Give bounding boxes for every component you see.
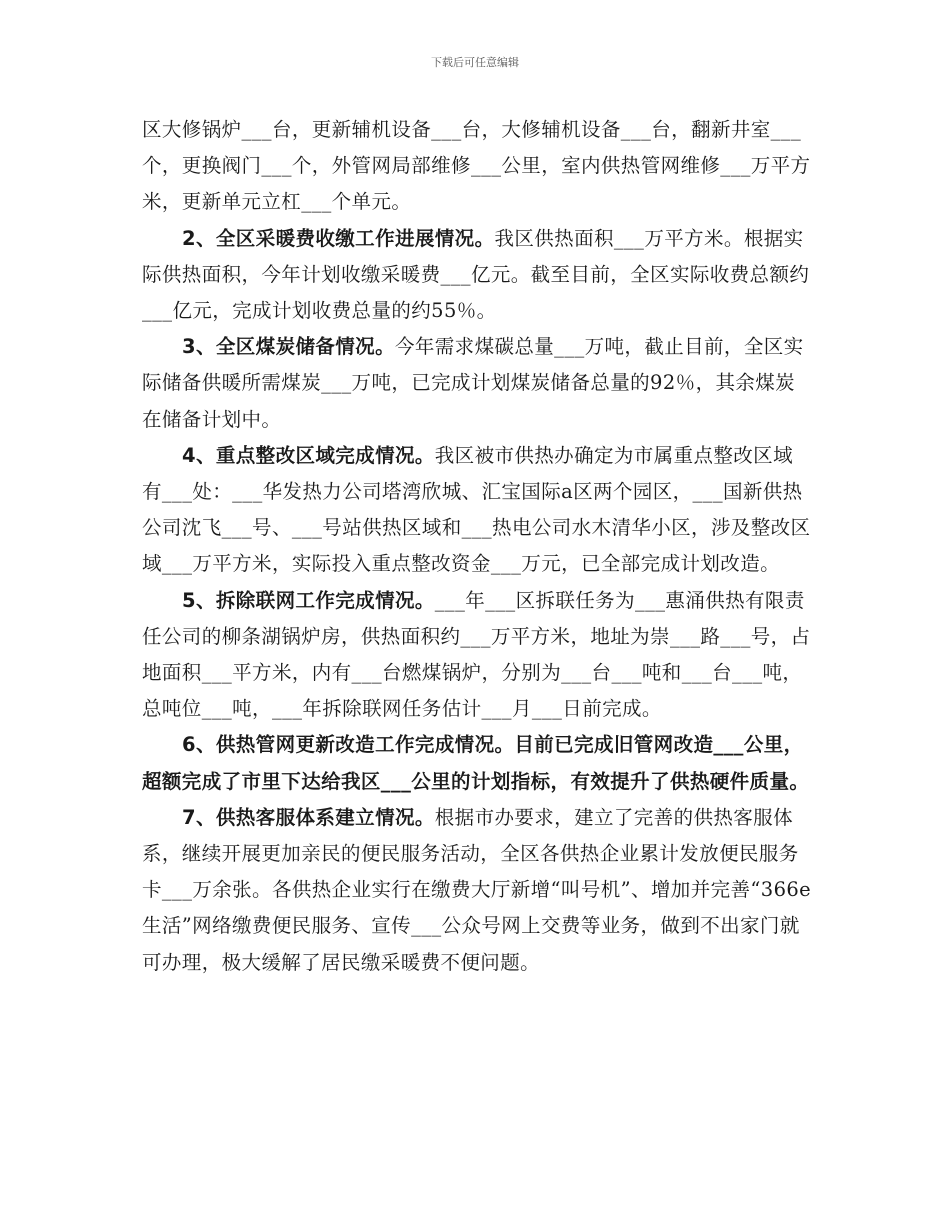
paragraph-key-rectification: [142, 438, 812, 583]
paragraph-pipe-renewal: [142, 727, 812, 799]
paragraph-text: 我区供热面积___万平方米。根据实际供热面积，今年计划收缴采暖费___亿元。截至目前，全区实际收费总额约___亿元，完成计划收费总量的约55％。: [142, 226, 810, 323]
paragraph-continuation: [142, 112, 812, 221]
paragraph-text: ___年___区拆联任务为___惠涌供热有限责任公司的柳条湖锅炉房，供热面积约___万平方米，地址为崇___路___号，占地面积___平方米，内有___台燃煤锅炉，分别为___台___吨和___台___吨，总吨位___吨，___年拆除联网任务估计___月___日前完成。: [142, 588, 811, 721]
paragraph-demolition-networking: [142, 583, 812, 728]
paragraph-heading: 7、供热客服体系建立情况。: [182, 805, 435, 829]
page-header: 下载后可任意编辑: [431, 56, 519, 69]
document-body: [142, 112, 812, 981]
paragraph-customer-service: [142, 800, 812, 981]
paragraph-text: 区大修锅炉___台，更新辅机设备___台，大修辅机设备___台，翻新井室___个，更换阀门___个，外管网局部维修___公里，室内供热管网维修___万平方米，更新单元立杠___个单元。: [142, 118, 811, 214]
paragraph-heading: 2、全区采暖费收缴工作进展情况。: [182, 226, 495, 250]
paragraph-heading: 6、供热管网更新改造工作完成情况。目前已完成旧管网改造___公里，超额完成了市里下达给我区___公里的计划指标，有效提升了供热硬件质量。: [142, 733, 810, 793]
paragraph-text: 根据市办要求，建立了完善的供热客服体系，继续开展更加亲民的便民服务活动，全区各供热企业累计发放便民服务卡___万余张。各供热企业实行在缴费大厅新增“叫号机”、增加并完善“366e生活”网络缴费便民服务、宣传___公众号网上交费等业务，做到不出家门就可办理，极大缓解了居民缴采暖费不便问题。: [142, 805, 812, 974]
paragraph-coal-reserve: [142, 329, 812, 438]
paragraph-text: 我区被市供热办确定为市属重点整改区域有___处：___华发热力公司塔湾欣城、汇宝国际a区两个园区，___国新供热公司沈飞___号、___号站供热区域和___热电公司水木清华小区，涉及整改区域___万平方米，实际投入重点整改资金___万元，已全部完成计划改造。: [142, 443, 811, 576]
paragraph-heading: 4、重点整改区域完成情况。: [182, 443, 435, 467]
paragraph-text: 今年需求煤碳总量___万吨，截止目前，全区实际储备供暖所需煤炭___万吨，已完成计划煤炭储备总量的92％，其余煤炭在储备计划中。: [142, 335, 804, 431]
paragraph-fee-collection: [142, 221, 812, 330]
paragraph-heading: 3、全区煤炭储备情况。: [182, 335, 395, 359]
paragraph-heading: 5、拆除联网工作完成情况。: [182, 588, 435, 612]
